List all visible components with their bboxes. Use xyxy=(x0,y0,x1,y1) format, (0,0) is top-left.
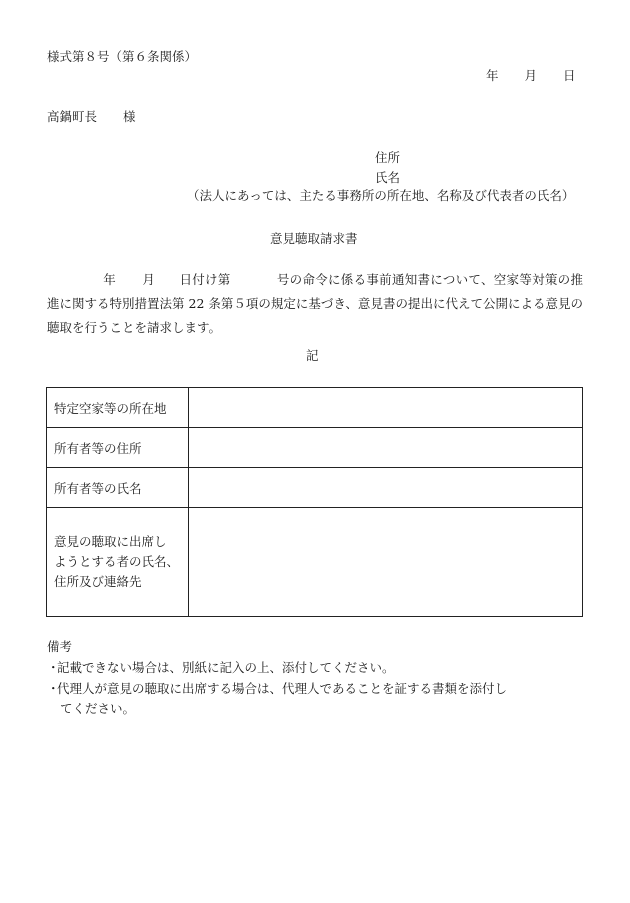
applicant-address-label: 住所 xyxy=(375,150,401,165)
remark-bullet: ・ xyxy=(47,660,60,675)
addressee-honorific: 様 xyxy=(123,109,136,124)
table-row xyxy=(47,468,583,508)
addressee-name: 高鍋町長 xyxy=(47,109,98,124)
attendee-label-line: ようとする者の氏名、 xyxy=(54,554,180,569)
property-location-field[interactable] xyxy=(189,388,583,428)
remark-bullet: ・ xyxy=(47,681,60,696)
attendee-label-line: 意見の聴取に出席し xyxy=(54,534,167,549)
owner-address-field[interactable] xyxy=(189,428,583,468)
date-year-label: 年 xyxy=(486,68,499,83)
table-row xyxy=(47,388,583,428)
remark-item xyxy=(47,679,507,699)
body-main-text: 号の命令に係る事前通知書について、空家等対策の推進に関する特別措置法第 22 条第５項の規定に基づき、意見書の提出に代えて公開による意見の聴取を行うことを請求します。 xyxy=(47,272,583,335)
remark-text: 代理人が意見の聴取に出席する場合は、代理人であることを証する書類を添付し xyxy=(57,681,508,696)
remark-continuation: てください。 xyxy=(60,701,136,716)
table-row xyxy=(47,508,583,617)
addressee xyxy=(47,111,136,124)
date-day-label: 日 xyxy=(563,68,576,83)
table-row xyxy=(47,428,583,468)
attendee-info-label xyxy=(47,508,189,617)
attendee-info-field[interactable] xyxy=(189,508,583,617)
date-line xyxy=(486,70,576,83)
request-info-table xyxy=(46,387,583,617)
owner-address-label: 所有者等の住所 xyxy=(47,428,189,468)
body-date-suffix: 日付け第 xyxy=(179,272,231,287)
owner-name-field[interactable] xyxy=(189,468,583,508)
document-title: 意見聴取請求書 xyxy=(270,231,358,246)
record-label: 記 xyxy=(306,348,319,363)
attendee-label-line: 住所及び連絡先 xyxy=(54,574,142,589)
property-location-label: 特定空家等の所在地 xyxy=(47,388,189,428)
applicant-name-label: 氏名 xyxy=(375,170,401,185)
applicant-corporate-note: （法人にあっては、主たる事務所の所在地、名称及び代表者の氏名） xyxy=(187,188,575,203)
owner-name-label: 所有者等の氏名 xyxy=(47,468,189,508)
remarks-title: 備考 xyxy=(47,639,73,654)
date-month-label: 月 xyxy=(524,68,538,83)
body-month-label: 月 xyxy=(142,272,156,287)
remark-text: 記載できない場合は、別紙に記入の上、添付してください。 xyxy=(57,660,395,675)
remark-item xyxy=(47,658,395,678)
form-number: 様式第８号（第６条関係） xyxy=(47,49,198,64)
body-year-label: 年 xyxy=(103,272,117,287)
request-body xyxy=(47,268,583,340)
